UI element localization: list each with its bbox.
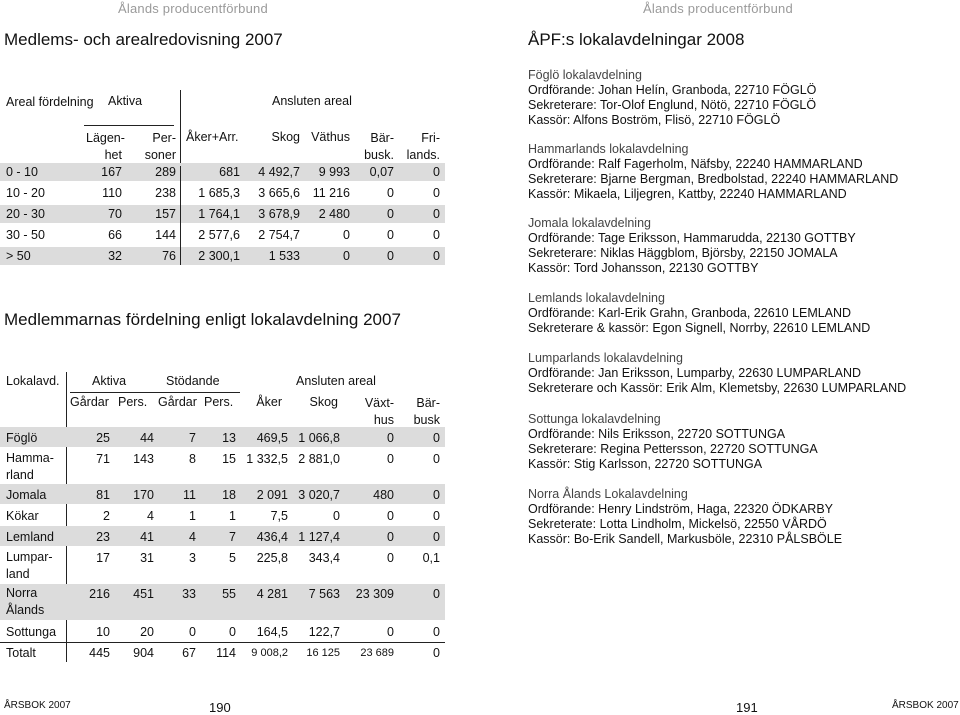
members-row: Föglö 25 44 7 13 469,5 1 066,8 0 0	[6, 431, 440, 445]
areal-row: 30 - 50 66 144 2 577,6 2 754,7 0 0 0	[6, 228, 440, 242]
areal-row: 10 - 20 110 238 1 685,3 3 665,6 11 216 0 0	[6, 186, 440, 200]
members-section-title: Medlemmarnas fördelning enligt lokalavdelning 2007	[4, 310, 401, 329]
members-row: Norra Ålands 216 451 33 55 4 281 7 563 23 309 0	[6, 586, 440, 617]
members-row: Hamma-rland 71 143 8 15 1 332,5 2 881,0 0 0	[6, 451, 440, 482]
areal-table	[0, 90, 445, 265]
areal-row: 20 - 30 70 157 1 764,1 3 678,9 2 480 0 0	[6, 207, 440, 221]
members-col-gardar: Gårdar	[70, 395, 109, 409]
areal-group-header-ansluten: Ansluten areal	[272, 94, 352, 108]
association-name: Lumparlands lokalavdelning	[528, 351, 683, 365]
association-name: Sottunga lokalavdelning	[528, 412, 661, 426]
association-line: Kassör: Alfons Boström, Flisö, 22710 FÖGLÖ	[528, 113, 781, 127]
association-line: Ordförande: Henry Lindström, Haga, 22320 ÖDKARBY	[528, 502, 834, 516]
members-col-vaxthus: Växt-hus	[364, 396, 394, 427]
right-page-number: 191	[736, 700, 758, 715]
members-total-row: Totalt 445 904 67 114 9 008,2 16 125 23 689 0	[6, 646, 440, 660]
members-col-stod-gardar: Gårdar	[158, 395, 197, 409]
association-line: Sekreterate: Lotta Lindholm, Mickelsö, 22550 VÅRDÖ	[528, 517, 827, 531]
areal-col-lagenhet: Lägen-het	[86, 131, 125, 162]
areal-col-vathus: Väthus	[311, 130, 350, 144]
members-row: Jomala 81 170 11 18 2 091 3 020,7 480 0	[6, 488, 440, 502]
members-group-stodande: Stödande	[166, 374, 220, 388]
members-col-aker: Åker	[256, 395, 282, 409]
members-col-pers: Pers.	[118, 395, 148, 409]
left-page-number: 190	[209, 700, 231, 715]
members-row: Kökar 2 4 1 1 7,5 0 0 0	[6, 509, 440, 523]
association-block	[528, 216, 948, 276]
right-footer: ÅRSBOK 2007	[892, 700, 959, 711]
members-col-skog: Skog	[309, 395, 338, 409]
left-org-header: Ålands producentförbund	[118, 1, 268, 16]
members-table	[0, 372, 445, 664]
areal-group-header-fordelning: Areal fördelning	[6, 95, 94, 109]
association-line: Ordförande: Ralf Fagerholm, Näfsby, 22240 HAMMARLAND	[528, 157, 863, 171]
association-line: Sekreterare & kassör: Egon Signell, Norrby, 22610 LEMLAND	[528, 321, 871, 335]
association-block	[528, 142, 948, 202]
association-name: Hammarlands lokalavdelning	[528, 142, 689, 156]
areal-group-header-aktiva: Aktiva	[108, 94, 143, 108]
members-group-aktiva: Aktiva	[92, 374, 127, 388]
association-line: Sekreterare och Kassör: Erik Alm, Klemetsby, 22630 LUMPARLAND	[528, 381, 907, 395]
areal-col-skog: Skog	[271, 130, 300, 144]
association-block	[528, 291, 948, 336]
members-row: Lumpar-land 17 31 3 5 225,8 343,4 0 0,1	[6, 550, 440, 581]
right-page-title: ÅPF:s lokalavdelningar 2008	[528, 30, 745, 49]
association-line: Sekreterare: Niklas Häggblom, Björsby, 22150 JOMALA	[528, 246, 838, 260]
areal-col-personer: Per-soner	[144, 131, 176, 162]
association-line: Kassör: Mikaela, Liljegren, Kattby, 22240 HAMMARLAND	[528, 187, 847, 201]
association-line: Ordförande: Tage Eriksson, Hammarudda, 22130 GOTTBY	[528, 231, 856, 245]
association-line: Kassör: Bo-Erik Sandell, Markusböle, 22310 PÅLSBÖLE	[528, 532, 843, 546]
association-line: Ordförande: Johan Helín, Granboda, 22710 FÖGLÖ	[528, 83, 817, 97]
association-name: Föglö lokalavdelning	[528, 68, 642, 82]
association-line: Sekreterare: Tor-Olof Englund, Nötö, 22710 FÖGLÖ	[528, 98, 817, 112]
association-block	[528, 487, 948, 547]
areal-row: 0 - 10 167 289 681 4 492,7 9 993 0,07 0	[6, 165, 440, 179]
association-block	[528, 412, 948, 472]
members-row: Lemland 23 41 4 7 436,4 1 127,4 0 0	[6, 530, 440, 544]
association-line: Ordförande: Jan Eriksson, Lumparby, 22630 LUMPARLAND	[528, 366, 862, 380]
association-line: Sekreterare: Bjarne Bergman, Bredbolstad, 22240 HAMMARLAND	[528, 172, 899, 186]
members-group-ansluten: Ansluten areal	[296, 374, 376, 388]
association-name: Norra Ålands Lokalavdelning	[528, 487, 688, 501]
association-line: Ordförande: Nils Eriksson, 22720 SOTTUNGA	[528, 427, 786, 441]
members-group-lokalavd: Lokalavd.	[6, 374, 60, 388]
association-line: Sekreterare: Regina Pettersson, 22720 SOTTUNGA	[528, 442, 818, 456]
areal-col-aker: Åker+Arr.	[186, 130, 239, 144]
association-block	[528, 351, 948, 396]
areal-col-frilands: Fri-lands.	[406, 131, 440, 162]
association-line: Kassör: Tord Johansson, 22130 GOTTBY	[528, 261, 759, 275]
members-row: Sottunga 10 20 0 0 164,5 122,7 0 0	[6, 625, 440, 639]
association-line: Kassör: Stig Karlsson, 22720 SOTTUNGA	[528, 457, 763, 471]
right-org-header: Ålands producentförbund	[643, 1, 793, 16]
association-name: Jomala lokalavdelning	[528, 216, 651, 230]
areal-col-barbusk: Bär-busk.	[364, 131, 394, 162]
areal-row: > 50 32 76 2 300,1 1 533 0 0 0	[6, 249, 440, 263]
association-name: Lemlands lokalavdelning	[528, 291, 665, 305]
members-col-barbusk: Bär-busk	[413, 396, 440, 427]
left-footer: ÅRSBOK 2007	[4, 700, 71, 711]
left-page-title: Medlems- och arealredovisning 2007	[4, 30, 283, 49]
association-line: Ordförande: Karl-Erik Grahn, Granboda, 22610 LEMLAND	[528, 306, 852, 320]
association-block	[528, 68, 948, 128]
members-col-stod-pers: Pers.	[204, 395, 234, 409]
